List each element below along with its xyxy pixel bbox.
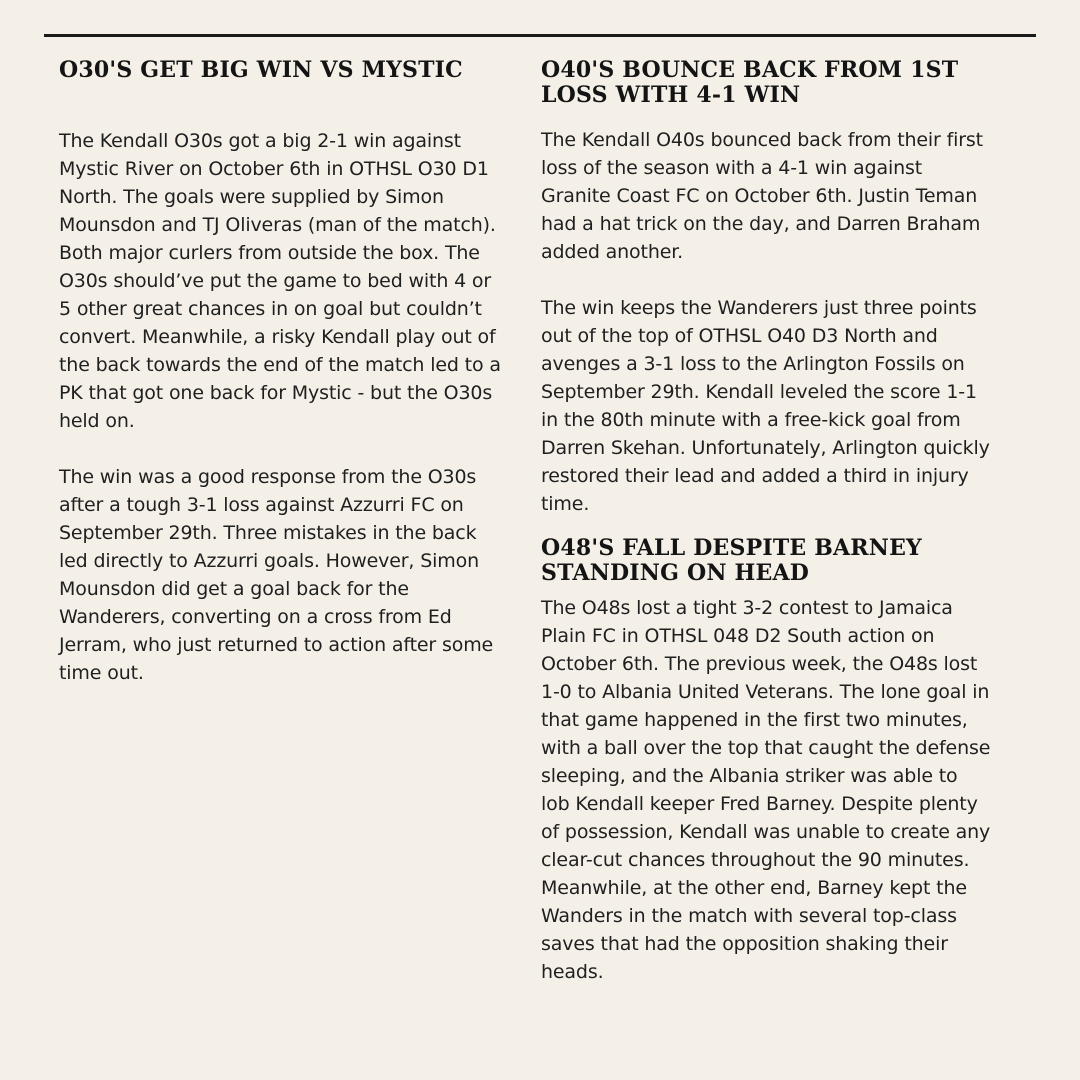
left-column [59,58,504,687]
top-divider [44,34,1036,37]
article-o40 [541,58,991,518]
article-o48 [541,536,991,986]
article-o30 [59,58,504,687]
article-o40-paragraph-2: The win keeps the Wanderers just three points out of the top of OTHSL O40 D3 North and avenges a 3-1 loss to the Arlington Fossils on September 29th. Kendall leveled the score 1-1 in the 80th minute with a free-kick goal from Darren Skehan. Unfortunately, Arlington quickly restored their lead and added a third in injury time. [541,297,990,515]
article-o30-paragraph-2: The win was a good response from the O30s after a tough 3-1 loss against Azzurri FC on September 29th. Three mistakes in the back led directly to Azzurri goals. However, Simon Mounsdon did get a goal back for the Wanderers, converting on a cross from Ed Jerram, who just returned to action after some time out. [59,466,494,684]
article-o30-paragraph-1: The Kendall O30s got a big 2-1 win against Mystic River on October 6th in OTHSL O30 D1 North. The goals were supplied by Simon Mounsdon and TJ Oliveras (man of the match). Both major curlers from outside the box. The O30s should’ve put the game to bed with 4 or 5 other great chances in on goal but couldn’t convert. Meanwhile, a risky Kendall play out of the back towards the end of the match led to a PK that got one back for Mystic - but the O30s held on. [59,130,501,432]
article-o40-paragraph-1: The Kendall O40s bounced back from their first loss of the season with a 4-1 win against Granite Coast FC on October 6th. Justin Teman had a hat trick on the day, and Darren Braham added another. [541,129,983,263]
article-o48-paragraph-1: The O48s lost a tight 3-2 contest to Jamaica Plain FC in OTHSL 048 D2 South action on October 6th. The previous week, the O48s lost 1-0 to Albania United Veterans. The lone goal in that game happened in the first two minutes, with a ball over the top that caught the defense sleeping, and the Albania striker was able to lob Kendall keeper Fred Barney. Despite plenty of possession, Kendall was unable to create any clear-cut chances throughout the 90 minutes. Meanwhile, at the other end, Barney kept the Wanders in the match with several top-class saves that had the opposition shaking their heads. [541,597,991,983]
right-column [541,58,991,986]
article-o48-headline: O48'S FALL DESPITE BARNEY STANDING ON HEAD [541,535,922,586]
article-o40-headline: O40'S BOUNCE BACK FROM 1ST LOSS WITH 4-1 WIN [541,57,959,108]
article-o30-headline: O30'S GET BIG WIN VS MYSTIC [59,57,463,83]
